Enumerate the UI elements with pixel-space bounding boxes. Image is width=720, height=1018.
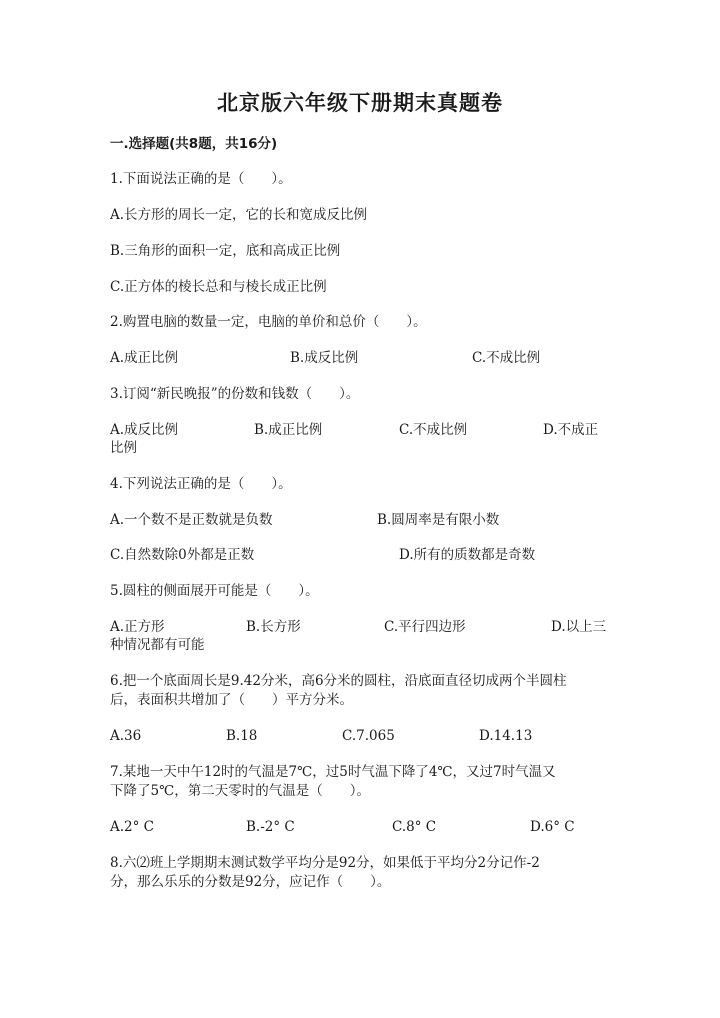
- question-3-stem: 3.订阅“新民晚报”的份数和钱数（ ）。: [110, 386, 360, 402]
- question-6-option-d: D.14.13: [479, 728, 533, 744]
- section-heading: 一.选择题(共8题，共16分): [110, 136, 278, 152]
- question-2-option-c: C.不成比例: [472, 350, 541, 366]
- question-5-option-a: A.正方形: [110, 619, 165, 635]
- question-6-option-c: C.7.065: [342, 728, 395, 744]
- question-5-stem: 5.圆柱的侧面展开可能是（ ）。: [110, 583, 319, 599]
- question-1-option-b: B.三角形的面积一定，底和高成正比例: [110, 243, 341, 259]
- question-4-option-c: C.自然数除0外都是正数: [110, 547, 255, 563]
- question-7-stem-continued: 下降了5℃，第二天零时的气温是（ ）。: [110, 783, 370, 799]
- question-5-option-b: B.长方形: [246, 619, 301, 635]
- question-3-option-c: C.不成比例: [399, 422, 468, 438]
- question-8-stem: 8.六⑵班上学期期末测试数学平均分是92分，如果低于平均分2分记作-2: [110, 855, 540, 871]
- question-6-stem-continued: 后，表面积共增加了（ ）平方分米。: [110, 692, 353, 708]
- question-2-option-b: B.成反比例: [290, 350, 359, 366]
- question-4-stem: 4.下列说法正确的是（ ）。: [110, 476, 292, 492]
- question-7-option-d: D.6° C: [530, 819, 575, 835]
- question-3-option-b: B.成正比例: [254, 422, 323, 438]
- question-7-stem: 7.某地一天中午12时的气温是7℃，过5时气温下降了4℃，又过7时气温又: [110, 764, 556, 780]
- question-5-option-c: C.平行四边形: [384, 619, 466, 635]
- question-4-option-d: D.所有的质数都是奇数: [399, 547, 536, 563]
- question-7-option-c: C.8° C: [392, 819, 437, 835]
- question-5-option-d-continued: 种情况都有可能: [110, 637, 205, 653]
- question-3-option-d-continued: 比例: [110, 440, 137, 456]
- question-4-option-b: B.圆周率是有限小数: [377, 512, 500, 528]
- question-8-stem-continued: 分，那么乐乐的分数是92分，应记作（ ）。: [110, 874, 391, 890]
- question-1-option-a: A.长方形的周长一定，它的长和宽成反比例: [110, 207, 368, 223]
- question-2-option-a: A.成正比例: [110, 350, 179, 366]
- question-7-option-a: A.2° C: [110, 819, 155, 835]
- question-5-option-d: D.以上三: [551, 619, 607, 635]
- question-6-stem: 6.把一个底面周长是9.42分米，高6分米的圆柱，沿底面直径切成两个半圆柱: [110, 673, 567, 689]
- question-6-option-a: A.36: [110, 728, 142, 744]
- question-1-stem: 1.下面说法正确的是（ ）。: [110, 171, 292, 187]
- question-3-option-a: A.成反比例: [110, 422, 179, 438]
- question-2-stem: 2.购置电脑的数量一定，电脑的单价和总价（ ）。: [110, 314, 427, 330]
- page-title: 北京版六年级下册期末真题卷: [217, 90, 503, 115]
- question-6-option-b: B.18: [226, 728, 258, 744]
- question-1-option-c: C.正方体的棱长总和与棱长成正比例: [110, 279, 327, 295]
- question-4-option-a: A.一个数不是正数就是负数: [110, 512, 273, 528]
- question-7-option-b: B.-2° C: [246, 819, 295, 835]
- question-3-option-d: D.不成正: [543, 422, 599, 438]
